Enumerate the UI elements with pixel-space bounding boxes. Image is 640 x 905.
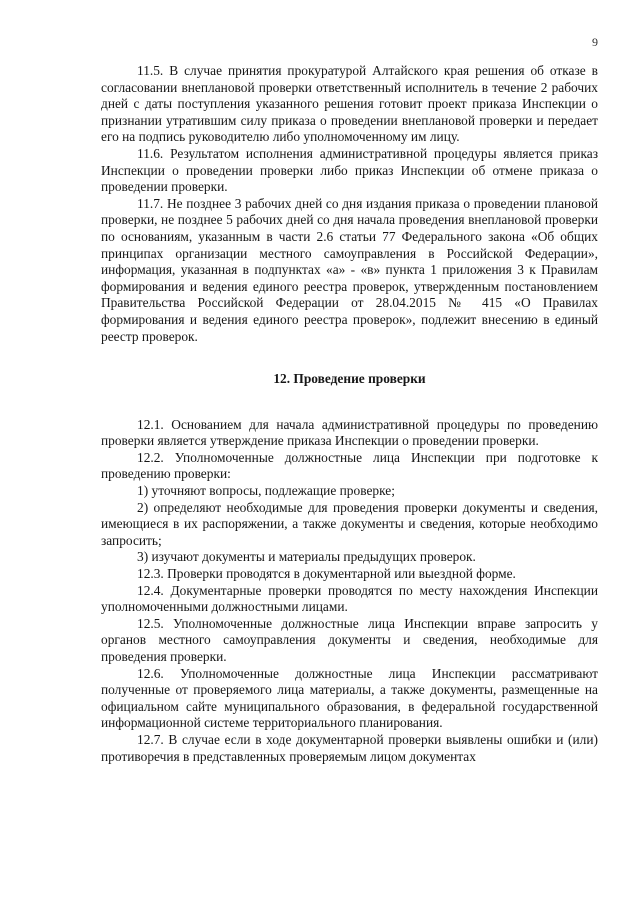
paragraph-11-7: 11.7. Не позднее 3 рабочих дней со дня издания приказа о проведении плановой проверки, не позднее 5 рабочих дней со дня начала проведения внеплановой проверки по основаниям, указанным в части 2.6 статьи 77 Федерального закона «Об общих принципах организации местного самоуправления в Российской Федерации», информация, указанная в подпунктах «а» - «в» пункта 1 приложения 3 к Правилам формирования и ведения единого реестра проверок, утвержденным постановлением Правительства Российской Федерации от 28.04.2015 № 415 «О Правилах формирования и ведения единого реестра проверок», подлежит внесению в единый реестр проверок.: [101, 195, 598, 344]
paragraph-12-4: 12.4. Документарные проверки проводятся по месту нахождения Инспекции уполномоченными должностными лицами.: [101, 582, 598, 615]
paragraph-12-3: 12.3. Проверки проводятся в документарной или выездной форме.: [137, 566, 516, 582]
paragraph-12-2: 12.2. Уполномоченные должностные лица Инспекции при подготовке к проведению проверки:: [101, 449, 598, 482]
document-body: [101, 63, 598, 765]
list-item-2: 2) определяют необходимые для проведения проверки документы и сведения, имеющиеся в их распоряжении, а также документы и сведения, которые необходимо запросить;: [101, 499, 598, 548]
paragraph-12-7: 12.7. В случае если в ходе документарной проверки выявлены ошибки и (или) противоречия в представленных проверяемым лицом документах: [101, 731, 598, 764]
list-item-1: 1) уточняют вопросы, подлежащие проверке;: [137, 483, 395, 499]
paragraph-12-6: 12.6. Уполномоченные должностные лица Инспекции рассматривают полученные от проверяемого лица материалы, а также документы, размещенные на официальном сайте муниципального образования, в федеральной государственной информационной системе территориального планирования.: [101, 665, 598, 731]
list-item-3: 3) изучают документы и материалы предыдущих проверок.: [137, 549, 476, 565]
page-number: 9: [592, 35, 598, 49]
paragraph-11-5: 11.5. В случае принятия прокуратурой Алтайского края решения об отказе в согласовании внеплановой проверки ответственный исполнитель в течение 2 рабочих дней с даты поступления указанного решения готовит проект приказа Инспекции о признании утратившим силу приказа о проведении внеплановой проверки и передает его на подпись руководителю либо уполномоченному им лицу.: [101, 63, 598, 145]
paragraph-12-1: 12.1. Основанием для начала административной процедуры по проведению проверки является утверждение приказа Инспекции о проведении проверки.: [101, 416, 598, 449]
paragraph-11-6: 11.6. Результатом исполнения административной процедуры является приказ Инспекции о проведении проверки либо приказ Инспекции об отмене приказа о проведении проверки.: [101, 145, 598, 195]
paragraph-12-5: 12.5. Уполномоченные должностные лица Инспекции вправе запросить у органов местного самоуправления документы и сведения, необходимые для проведения проверки.: [101, 615, 598, 664]
section-title: 12. Проведение проверки: [273, 371, 426, 387]
